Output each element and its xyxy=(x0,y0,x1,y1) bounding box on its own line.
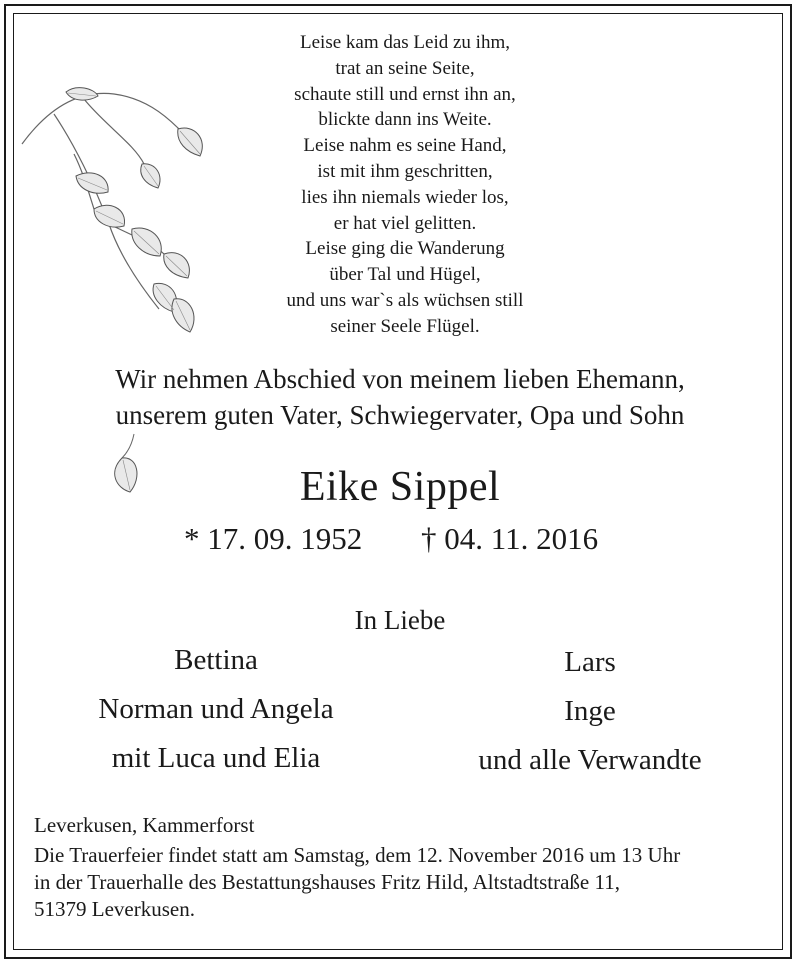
service-line: 51379 Leverkusen. xyxy=(34,897,195,921)
mourner-name: Bettina xyxy=(174,644,258,676)
poem-line: er hat viel gelitten. xyxy=(333,212,477,234)
farewell-line: unserem guten Vater, Schwiegervater, Opa und Sohn xyxy=(115,400,685,430)
poem-line: ist mit ihm geschritten, xyxy=(317,160,493,182)
mourners-right xyxy=(440,638,740,785)
poem-line: lies ihn niemals wieder los, xyxy=(301,186,509,208)
footer xyxy=(34,812,784,923)
mourner-name: Norman und Angela xyxy=(98,693,334,725)
birth-date: * 17. 09. 1952 xyxy=(184,521,363,556)
poem-line: Leise ging die Wanderung xyxy=(305,238,505,260)
mourners-heading: In Liebe xyxy=(354,605,446,635)
deceased-name: Eike Sippel xyxy=(299,464,501,510)
death-date: † 04. 11. 2016 xyxy=(421,521,599,556)
poem-line: Leise kam das Leid zu ihm, xyxy=(300,32,510,53)
farewell-line: Wir nehmen Abschied von meinem lieben Ehemann, xyxy=(115,364,685,394)
farewell-text xyxy=(0,361,800,433)
service-line: Die Trauerfeier findet statt am Samstag, dem 12. November 2016 um 13 Uhr xyxy=(34,843,681,867)
service-line: in der Trauerhalle des Bestattungshauses Fritz Hild, Altstadtstraße 11, xyxy=(34,870,620,894)
mourner-name: und alle Verwandte xyxy=(478,744,702,776)
mourner-name: Lars xyxy=(564,646,616,678)
poem-line: seiner Seele Flügel. xyxy=(330,315,480,337)
poem-line: und uns war`s als wüchsen still xyxy=(286,289,524,311)
poem-line: blickte dann ins Weite. xyxy=(318,109,492,131)
mourner-name: Inge xyxy=(564,695,616,727)
mourners-left xyxy=(66,636,366,783)
place: Leverkusen, Kammerforst xyxy=(34,813,255,837)
poem-line: über Tal und Hügel, xyxy=(329,264,481,286)
poem xyxy=(250,30,560,340)
poem-line: schaute still und ernst ihn an, xyxy=(294,83,516,105)
mourner-name: mit Luca und Elia xyxy=(111,742,321,774)
birch-branch-icon xyxy=(14,84,214,354)
poem-line: Leise nahm es seine Hand, xyxy=(303,135,507,157)
poem-line: trat an seine Seite, xyxy=(335,57,475,79)
